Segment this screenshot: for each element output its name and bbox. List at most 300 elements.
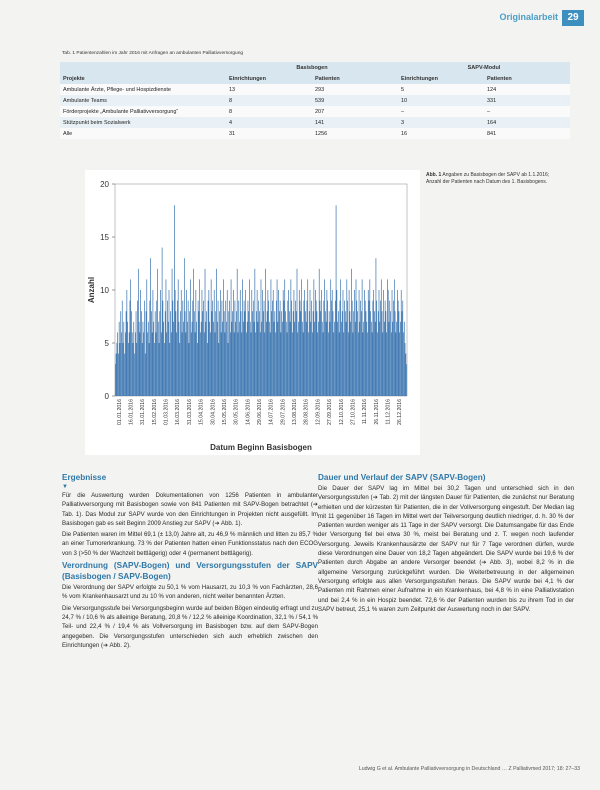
bar <box>264 301 265 396</box>
bar <box>297 332 298 396</box>
x-tick-label: 27.10.2016 <box>350 399 357 425</box>
bar <box>203 301 204 396</box>
bar <box>147 332 148 396</box>
table-cell: 539 <box>315 97 325 104</box>
bar <box>115 364 116 396</box>
bar <box>117 332 118 396</box>
x-tick-label: 12.10.2016 <box>338 399 345 425</box>
bar <box>305 311 306 396</box>
bar <box>126 290 127 396</box>
bar <box>345 311 346 396</box>
table-cell: Alle <box>63 130 73 137</box>
bar <box>319 269 320 396</box>
bar <box>149 301 150 396</box>
bar <box>338 311 339 396</box>
bar <box>299 290 300 396</box>
bar <box>307 301 308 396</box>
x-tick-label: 14.06.2016 <box>245 399 252 425</box>
table-cell: 207 <box>315 108 325 115</box>
bar <box>405 354 406 396</box>
bar <box>311 301 312 396</box>
y-axis-label: Anzahl <box>87 276 96 304</box>
bar <box>123 343 124 396</box>
bar <box>274 311 275 396</box>
bar <box>317 311 318 396</box>
bar <box>255 332 256 396</box>
bar <box>176 311 177 396</box>
bar <box>192 301 193 396</box>
bar <box>346 279 347 396</box>
bar <box>224 311 225 396</box>
bar <box>324 279 325 396</box>
bar <box>196 322 197 396</box>
bar <box>262 290 263 396</box>
bar <box>280 301 281 396</box>
left-column <box>62 472 318 652</box>
bar <box>254 269 255 396</box>
bar <box>354 290 355 396</box>
bar <box>243 322 244 396</box>
bar <box>202 311 203 396</box>
bar <box>267 311 268 396</box>
bar <box>270 332 271 396</box>
bar <box>231 279 232 396</box>
figure-label: Abb. 1 <box>426 172 442 178</box>
bar <box>318 322 319 396</box>
right-column <box>318 472 574 616</box>
bar <box>248 311 249 396</box>
x-tick-label: 30.05.2016 <box>233 399 240 425</box>
bar <box>177 301 178 396</box>
x-tick-label: 31.01.2016 <box>140 399 147 425</box>
bar <box>198 301 199 396</box>
x-tick-label: 31.03.2016 <box>186 399 193 425</box>
bar <box>202 290 203 396</box>
bar <box>330 279 331 396</box>
bar <box>118 354 119 396</box>
bar <box>300 301 301 396</box>
bar <box>217 322 218 396</box>
bar <box>117 343 118 396</box>
x-tick-label: 11.11.2016 <box>362 399 369 425</box>
column-header: Patienten <box>315 75 340 82</box>
bar <box>402 301 403 396</box>
bar <box>116 354 117 396</box>
bar <box>187 322 188 396</box>
bar <box>369 301 370 396</box>
paragraph: Für die Auswertung wurden Dokumentationen von 1256 Patienten in ambulanter Palliativversorgung mit Basisbogen sowie von 841 Patienten mit SAPV-Bogen betrachtet (➔ Tab. 1). Das Modul zur SAPV wurde von den Einrichtungen in Projekten nicht ausgefüllt. Im Basisbogen gab es seit Beginn 2009 Anstieg zur SAPV (➔ Abb. 1). <box>62 492 318 527</box>
bar <box>260 332 261 396</box>
bar <box>268 290 269 396</box>
bar <box>136 343 137 396</box>
bar <box>368 290 369 396</box>
bar <box>186 290 187 396</box>
page-footer: Ludwig G et al. Ambulante Palliativversorgung in Deutschland … Z Palliativmed 2017; 18: 27–33 <box>358 766 580 772</box>
bar <box>263 311 264 396</box>
bar <box>134 354 135 396</box>
bar <box>152 332 153 396</box>
y-tick-label: 20 <box>100 180 109 189</box>
figure-caption <box>426 172 556 185</box>
bar <box>367 332 368 396</box>
bar <box>341 322 342 396</box>
bar <box>218 343 219 396</box>
bar <box>222 301 223 396</box>
bar <box>309 311 310 396</box>
bar <box>146 279 147 396</box>
bar <box>164 343 165 396</box>
group-header-basisbogen: Basisbogen <box>296 64 328 71</box>
bar <box>230 332 231 396</box>
bar <box>137 301 138 396</box>
bar <box>140 332 141 396</box>
bar <box>384 322 385 396</box>
bar <box>273 290 274 396</box>
bar <box>282 322 283 396</box>
bar <box>336 205 337 396</box>
bar <box>350 311 351 396</box>
bar <box>245 311 246 396</box>
x-tick-label: 29.06.2016 <box>257 399 263 425</box>
table-cell: Ambulante Ärzte, Pflege- und Hospizdienste <box>63 86 171 93</box>
x-tick-label: 26.12.2016 <box>397 399 404 425</box>
bar <box>284 279 285 396</box>
bar <box>186 332 187 396</box>
bar <box>211 279 212 396</box>
bar <box>180 311 181 396</box>
bar <box>266 322 267 396</box>
bar <box>159 343 160 396</box>
bar <box>332 290 333 396</box>
bar <box>130 279 131 396</box>
paragraph: Die Patienten waren im Mittel 69,1 (± 13,0) Jahre alt, zu 46,9 % männlich und litten zu 85,7 % an einer Tumorerkrankung. 73 % der Patienten hatten einen Funktionsstatus nach den ECOG von 3 (>50 % der Wachzeit bettlägerig) oder 4 (permanent bettlägerig). <box>62 531 318 557</box>
table-row <box>60 117 570 128</box>
bar <box>209 322 210 396</box>
bar <box>360 301 361 396</box>
bar <box>238 301 239 396</box>
bar <box>283 290 284 396</box>
bar <box>274 322 275 396</box>
bar <box>336 290 337 396</box>
bar <box>122 301 123 396</box>
bar <box>232 311 233 396</box>
running-header <box>0 5 600 23</box>
bar <box>310 290 311 396</box>
bar <box>241 332 242 396</box>
bar <box>131 311 132 396</box>
bar <box>362 279 363 396</box>
bar <box>396 332 397 396</box>
bar <box>174 205 175 396</box>
bar <box>293 311 294 396</box>
bar <box>307 279 308 396</box>
bar <box>356 301 357 396</box>
bar <box>317 332 318 396</box>
bar <box>135 332 136 396</box>
bar <box>237 269 238 396</box>
bar <box>320 301 321 396</box>
table-cell: 124 <box>487 86 497 93</box>
bar <box>213 322 214 396</box>
bar <box>379 290 380 396</box>
bar <box>133 322 134 396</box>
bar <box>208 301 209 396</box>
bar <box>347 301 348 396</box>
bar <box>321 290 322 396</box>
bar <box>251 290 252 396</box>
x-tick-label: 29.07.2016 <box>280 399 287 425</box>
column-header: Einrichtungen <box>401 75 438 82</box>
paragraph: Die Versorgungsstufe bei Versorgungsbeginn wurde auf beiden Bögen eindeutig erfragt und zu 24,7 % / 10,6 % als alleinige Beratung, 20,8 % / 12,2 % alleinige Koordination, 32,1 % / 54,1 % Teil- und 22,4 % / 19,4 % als Vollversorgung im Basisbogen bzw. auf dem SAPV-Bogen angegeben. Die Versorgungsstufen unterschieden sich auch erheblich zwischen den Einrichtungen (➔ Abb. 2). <box>62 604 318 649</box>
bar <box>157 269 158 396</box>
bar <box>156 301 157 396</box>
bar <box>231 322 232 396</box>
bar <box>130 301 131 396</box>
bar <box>288 290 289 396</box>
bar <box>223 279 224 396</box>
bar <box>325 311 326 396</box>
bar <box>379 322 380 396</box>
bar <box>216 269 217 396</box>
bar <box>401 290 402 396</box>
bar <box>150 258 151 396</box>
bar <box>226 322 227 396</box>
bar <box>279 311 280 396</box>
bar <box>193 269 194 396</box>
x-tick-label: 13.08.2016 <box>292 399 299 425</box>
bar <box>124 354 125 396</box>
bar <box>163 322 164 396</box>
y-tick-label: 10 <box>100 286 109 295</box>
bar <box>268 301 269 396</box>
bar <box>166 332 167 396</box>
bar <box>316 301 317 396</box>
bar <box>119 322 120 396</box>
bar <box>375 322 376 396</box>
bar <box>143 322 144 396</box>
bar <box>240 290 241 396</box>
bar <box>353 311 354 396</box>
bar <box>291 301 292 396</box>
bar <box>272 301 273 396</box>
bar <box>239 322 240 396</box>
bar <box>292 332 293 396</box>
bar <box>363 322 364 396</box>
table-cell: Stützpunkt beim Sozialwerk <box>63 119 131 126</box>
bar <box>385 301 386 396</box>
bar <box>184 258 185 396</box>
bar <box>125 332 126 396</box>
bar <box>234 332 235 396</box>
bar <box>382 311 383 396</box>
bar <box>313 311 314 396</box>
bar <box>165 311 166 396</box>
bar <box>242 279 243 396</box>
bar <box>212 301 213 396</box>
bar <box>359 290 360 396</box>
bar <box>337 322 338 396</box>
bar <box>140 290 141 396</box>
x-tick-label: 01.03.2016 <box>163 399 170 425</box>
bar <box>405 343 406 396</box>
bar <box>138 269 139 396</box>
bar <box>219 311 220 396</box>
bar <box>327 290 328 396</box>
x-tick-label: 26.11.2016 <box>373 399 380 425</box>
bar <box>201 322 202 396</box>
x-tick-label: 16.01.2016 <box>128 399 135 425</box>
table-row <box>60 128 570 139</box>
x-tick-label: 28.08.2016 <box>303 399 310 425</box>
bar <box>212 311 213 396</box>
x-axis-label: Datum Beginn Basisbogen <box>210 443 312 452</box>
bar <box>298 322 299 396</box>
x-tick-label: 15.05.2016 <box>221 399 228 425</box>
y-tick-label: 15 <box>100 233 109 242</box>
bar <box>322 322 323 396</box>
bar <box>195 332 196 396</box>
bar <box>170 311 171 396</box>
bar <box>250 322 251 396</box>
bar <box>373 290 374 396</box>
bar <box>302 322 303 396</box>
bar <box>370 311 371 396</box>
bar <box>281 311 282 396</box>
group-header-sapv: SAPV-Modul <box>467 64 501 71</box>
table-cell: 164 <box>487 119 497 126</box>
bar <box>277 279 278 396</box>
bar <box>393 301 394 396</box>
bar <box>376 301 377 396</box>
section-heading-verordnung: Verordnung (SAPV-Bogen) und Versorgungsstufen der SAPV (Basisbogen / SAPV-Bogen) <box>62 561 318 582</box>
x-tick-label: 15.02.2016 <box>151 399 158 425</box>
bar <box>235 301 236 396</box>
bar <box>388 290 389 396</box>
bar <box>285 311 286 396</box>
bar <box>276 301 277 396</box>
bar <box>227 290 228 396</box>
table-column-header-row <box>60 73 570 84</box>
y-tick-label: 0 <box>104 392 109 401</box>
table-cell: 8 <box>229 108 233 115</box>
bar <box>264 332 265 396</box>
bar <box>391 332 392 396</box>
bar <box>308 332 309 396</box>
bar <box>238 332 239 396</box>
column-header: Projekte <box>63 75 85 82</box>
bar <box>190 279 191 396</box>
table-cell: Förderprojekte „Ambulante Palliativversorgung“ <box>63 108 179 115</box>
bar <box>126 311 127 396</box>
bar <box>390 311 391 396</box>
bar <box>175 290 176 396</box>
bar <box>358 332 359 396</box>
bar <box>160 290 161 396</box>
bar <box>392 290 393 396</box>
bar <box>365 301 366 396</box>
table-row <box>60 106 570 117</box>
bar <box>151 311 152 396</box>
x-tick-label: 15.04.2016 <box>198 399 205 425</box>
bar <box>156 332 157 396</box>
bar <box>334 322 335 396</box>
bar <box>323 301 324 396</box>
bar <box>399 311 400 396</box>
table-cell: 10 <box>401 97 408 104</box>
bar <box>383 290 384 396</box>
bar <box>294 290 295 396</box>
bar <box>395 311 396 396</box>
bar <box>179 343 180 396</box>
table-cell: Ambulante Teams <box>63 97 107 104</box>
table-cell: 1256 <box>315 130 328 137</box>
bar <box>271 279 272 396</box>
column-header: Einrichtungen <box>229 75 266 82</box>
table-group-header-row <box>60 62 570 73</box>
x-tick-label: 11.12.2016 <box>385 399 392 425</box>
bar <box>189 311 190 396</box>
bar <box>245 290 246 396</box>
bar <box>353 332 354 396</box>
bar <box>172 269 173 396</box>
bar <box>399 332 400 396</box>
bar <box>313 279 314 396</box>
bar <box>291 279 292 396</box>
bar <box>248 301 249 396</box>
bar <box>233 290 234 396</box>
bar <box>133 343 134 396</box>
bar <box>142 343 143 396</box>
bar <box>387 279 388 396</box>
bar <box>290 322 291 396</box>
bar <box>344 301 345 396</box>
y-tick-label: 5 <box>104 339 109 348</box>
bar <box>356 279 357 396</box>
bar <box>289 311 290 396</box>
bar <box>222 322 223 396</box>
bar <box>343 290 344 396</box>
bar <box>206 311 207 396</box>
bar <box>326 322 327 396</box>
bar <box>123 322 124 396</box>
paragraph: Die Verordnung der SAPV erfolgte zu 50,1 % vom Hausarzt, zu 10,3 % von Fachärzten, 28,6 % vom Krankenhausarzt und zu 10 % von anderen, nicht weiter benannten Ärzten. <box>62 584 318 601</box>
bar <box>251 332 252 396</box>
bar <box>386 311 387 396</box>
x-tick-label: 14.07.2016 <box>268 399 275 425</box>
bar <box>176 332 177 396</box>
running-title: Originalarbeit <box>499 12 558 22</box>
bar <box>199 311 200 396</box>
table-cell: 141 <box>315 119 325 126</box>
table-row <box>60 84 570 95</box>
bar <box>120 343 121 396</box>
bar <box>257 290 258 396</box>
bar <box>346 322 347 396</box>
bar <box>377 332 378 396</box>
bar <box>357 311 358 396</box>
bar <box>258 301 259 396</box>
bar <box>366 322 367 396</box>
bar <box>221 332 222 396</box>
bar <box>153 290 154 396</box>
table-cell: 841 <box>487 130 497 137</box>
bar <box>349 290 350 396</box>
bar <box>402 311 403 396</box>
bar <box>144 301 145 396</box>
bar <box>398 301 399 396</box>
bar <box>261 322 262 396</box>
bar <box>382 332 383 396</box>
